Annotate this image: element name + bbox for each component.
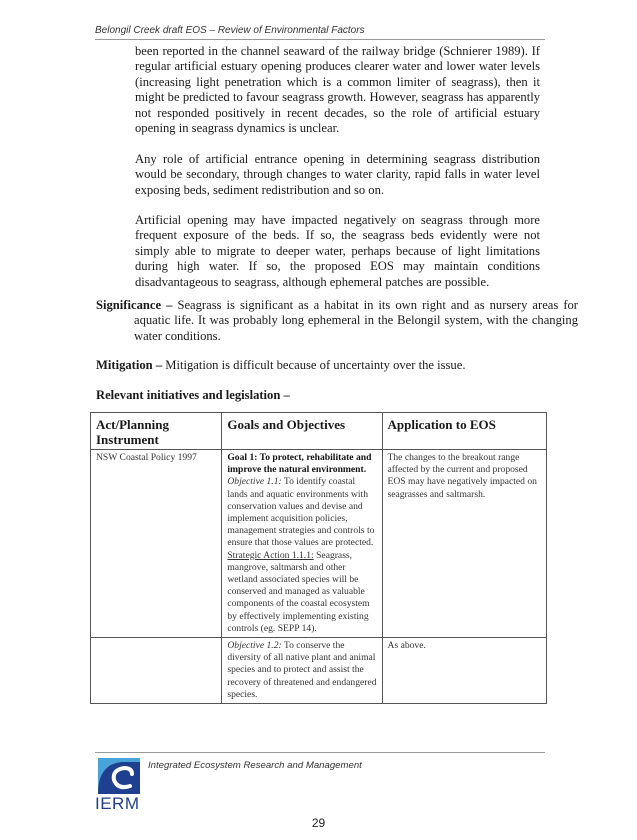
footer-organization: Integrated Ecosystem Research and Management [148, 760, 362, 771]
table-cell-goals [222, 450, 382, 638]
application-text: The changes to the breakout range affected by the current and proposed EOS may have negatively impacted on seagrasses and saltmarsh. [387, 452, 537, 500]
goal-title: Goal 1: To protect, rehabilitate and improve the natural environment. [227, 452, 372, 476]
table-row [91, 450, 547, 638]
column-header-application: Application to EOS [382, 413, 546, 450]
objective-label: Objective 1.2: [227, 640, 282, 652]
objective-text: To identify coastal lands and aquatic environments with conservation values and devise and implement acquisition policies, management strategies and controls to ensure that those values are protected. [227, 476, 375, 549]
initiatives-heading: Relevant initiatives and legislation – [96, 388, 290, 402]
paragraph-seagrass-light: been reported in the channel seaward of the railway bridge (Schnierer 1989). If regular artificial estuary opening produces clearer water and lower water levels (increasing light penetration which is a common limiter of seagrass), then it might be predicted to favour seagrass growth. However, seagrass has apparently not responded positively in recent decades, so the role of artificial estuary opening in seagrass dynamics is unclear. [135, 44, 540, 136]
table-row [91, 638, 547, 704]
application-text: As above. [387, 640, 426, 652]
page-number: 29 [311, 816, 326, 830]
strategic-action-label: Strategic Action 1.1.1: [227, 549, 314, 561]
table-header-row [91, 413, 547, 450]
header-rule [95, 39, 545, 40]
column-header-goals: Goals and Objectives [222, 413, 382, 450]
objective-block [227, 476, 376, 635]
footer-rule [95, 752, 545, 753]
strategic-action-text: Seagrass, mangrove, saltmarsh and other wetland associated species will be conserved and managed as valuable components of the coastal ecosystem by effectively implementing existing controls (eg. SEPP 14). [227, 549, 370, 634]
objective-text: To conserve the diversity of all native plant and animal species and to protect and assist the recovery of threatened and endangered species. [227, 640, 377, 700]
table-cell-act [91, 638, 222, 704]
legislation-table [90, 412, 547, 704]
significance-text: Seagrass is significant as a habitat in its own right and as nursery areas for aquatic life. It was probably long ephemeral in the Belongil system, with the changing water conditions. [134, 298, 578, 343]
act-name: NSW Coastal Policy 1997 [96, 452, 197, 463]
table-cell-goals [222, 638, 382, 704]
column-header-act: Act/Planning Instrument [91, 413, 222, 450]
table-cell-application [382, 638, 546, 704]
paragraph-entrance-opening: Any role of artificial entrance opening in determining seagrass distribution would be secondary, through changes to water clarity, rapid falls in water level exposing beds, sediment redistribution and so on. [135, 152, 540, 197]
table-cell-application [382, 450, 546, 638]
running-header: Belongil Creek draft EOS – Review of Environmental Factors [95, 25, 365, 36]
mitigation-label: Mitigation – [96, 358, 163, 372]
logo-wordmark: IERM [95, 794, 140, 813]
significance-label: Significance – [96, 298, 173, 312]
objective-label: Objective 1.1: [227, 476, 282, 488]
mitigation-paragraph [96, 358, 540, 373]
table-cell-act [91, 450, 222, 638]
paragraph-negative-impact: Artificial opening may have impacted negatively on seagrass through more frequent exposure of the beds. If so, the seagrass beds evidently were not simply able to migrate to deeper water, perhaps because of light limitations during high water. If so, the proposed EOS may maintain conditions disadvantageous to seagrass, although ephemeral patches are possible. [135, 213, 540, 289]
significance-paragraph [96, 298, 578, 344]
mitigation-text: Mitigation is difficult because of uncertainty over the issue. [165, 358, 466, 372]
